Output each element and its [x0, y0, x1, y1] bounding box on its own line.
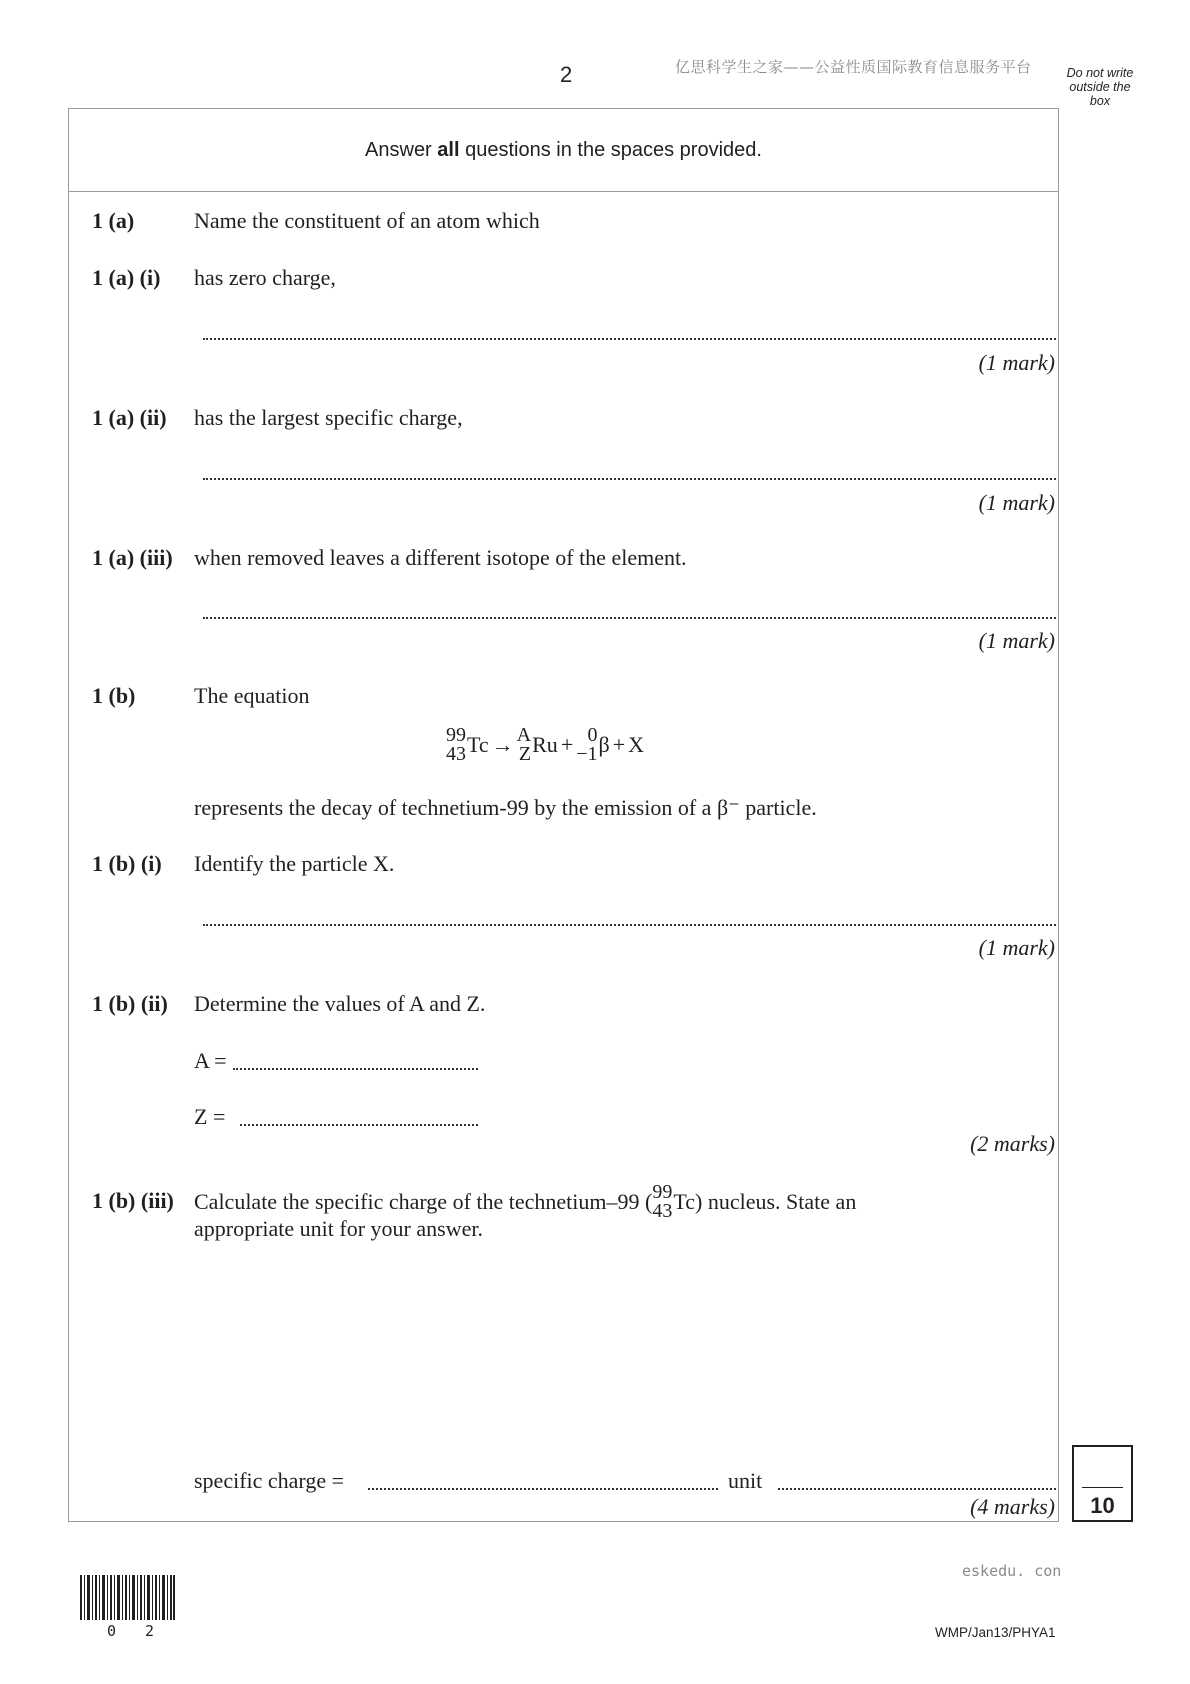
- answer-line-1ai[interactable]: [203, 338, 1056, 340]
- question-text-1b: The equation: [194, 683, 310, 708]
- question-text-1bii: Determine the values of A and Z.: [194, 991, 486, 1016]
- margin-note: [1055, 66, 1145, 108]
- answer-line-unit[interactable]: [778, 1488, 1056, 1490]
- question-text-1bi: Identify the particle X.: [194, 851, 395, 876]
- footer-code: WMP/Jan13/PHYA1: [935, 1625, 1056, 1640]
- particle-x: X: [628, 732, 645, 757]
- question-text-1ai: has zero charge,: [194, 265, 336, 290]
- question-number-1biii: 1 (b) (iii): [92, 1188, 174, 1213]
- question-number-1a: 1 (a): [92, 208, 135, 233]
- mark-1bii: (2 marks): [970, 1131, 1055, 1156]
- unit-label: unit: [728, 1468, 763, 1493]
- question-number-1b: 1 (b): [92, 683, 136, 708]
- question-text-1biii: Calculate the specific charge of the technetium–99 ( 99 43 Tc ) nucleus. State an: [194, 1181, 857, 1222]
- question-text-1b-after: represents the decay of technetium-99 by the emission of a β⁻ particle.: [194, 795, 817, 820]
- ru-symbol: Ru: [532, 732, 558, 757]
- question-number-1aiii: 1 (a) (iii): [92, 545, 173, 570]
- question-number-1ai: 1 (a) (i): [92, 265, 161, 290]
- a-label: A =: [194, 1048, 227, 1073]
- answer-line-specific-charge[interactable]: [368, 1488, 718, 1490]
- answer-line-1bi[interactable]: [203, 924, 1056, 926]
- barcode-icon: [80, 1575, 175, 1620]
- answer-line-1aiii[interactable]: [203, 617, 1056, 619]
- barcode-digits: 0 2: [107, 1622, 165, 1640]
- instruction-text: Answer all questions in the spaces provided.: [365, 138, 762, 161]
- beta-symbol: β: [598, 732, 610, 757]
- answer-line-z[interactable]: [240, 1124, 478, 1126]
- z-label: Z =: [194, 1104, 226, 1129]
- page-number: 2: [560, 62, 573, 87]
- plus-symbol-1: +: [560, 732, 574, 757]
- answer-line-a[interactable]: [233, 1068, 478, 1070]
- footer-watermark: eskedu. con: [962, 1562, 1062, 1580]
- instruction-band: [69, 109, 1058, 192]
- score-box-divider: [1082, 1487, 1123, 1488]
- beta-nuclide-numbers: 0 −1: [576, 724, 598, 765]
- question-text-1biii-line2: appropriate unit for your answer.: [194, 1216, 483, 1241]
- mark-1aii: (1 mark): [978, 490, 1055, 515]
- header-watermark: 亿思科学生之家——公益性质国际教育信息服务平台: [675, 58, 1032, 76]
- decay-equation: [446, 726, 644, 764]
- question-number-1aii: 1 (a) (ii): [92, 405, 167, 430]
- question-text-1aiii: when removed leaves a different isotope of the element.: [194, 545, 687, 570]
- question-number-1bi: 1 (b) (i): [92, 851, 162, 876]
- plus-symbol-2: +: [612, 732, 626, 757]
- arrow-symbol: →: [491, 732, 514, 757]
- mark-1biii: (4 marks): [970, 1494, 1055, 1519]
- instruction-emphasis: all: [437, 138, 460, 161]
- tc-nuclide-numbers: 99 43: [446, 724, 466, 765]
- margin-note-line-2: outside the: [1069, 80, 1131, 94]
- question-text-1a: Name the constituent of an atom which: [194, 208, 540, 233]
- margin-note-line-3: box: [1089, 94, 1111, 108]
- mark-1bi: (1 mark): [978, 935, 1055, 960]
- margin-note-line-1: Do not write: [1066, 66, 1134, 80]
- question-number-1bii: 1 (b) (ii): [92, 991, 168, 1016]
- score-box-total: 10: [1090, 1493, 1115, 1518]
- tc-inline-numbers: 99 43: [652, 1181, 673, 1222]
- mark-1ai: (1 mark): [978, 350, 1055, 375]
- tc-symbol: Tc: [467, 732, 489, 757]
- specific-charge-label: specific charge =: [194, 1468, 345, 1493]
- question-text-1aii: has the largest specific charge,: [194, 405, 463, 430]
- answer-line-1aii[interactable]: [203, 478, 1056, 480]
- score-box: [1072, 1445, 1133, 1522]
- mark-1aiii: (1 mark): [978, 628, 1055, 653]
- ru-nuclide-numbers: A Z: [516, 724, 532, 765]
